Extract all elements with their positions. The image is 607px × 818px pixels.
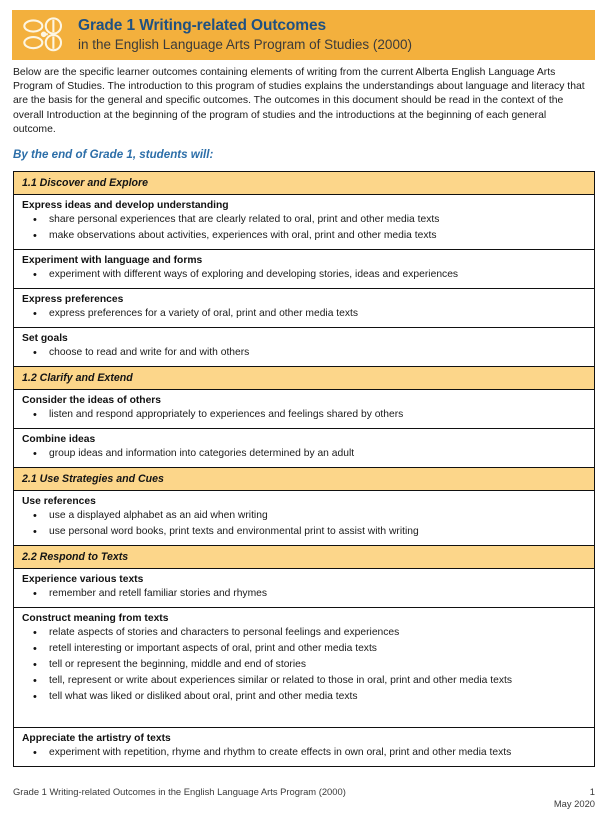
outcome-bullet-list bbox=[22, 212, 588, 244]
outcome-block bbox=[14, 289, 594, 328]
outcome-block-title: Appreciate the artistry of texts bbox=[22, 733, 171, 744]
intro-paragraph: Below are the specific learner outcomes containing elements of writing from the current Alberta English Language Arts Program of Studies. The introduction to this program of studies explains the understandings about language and literacy that are the basis for the general and specific outcomes. The outcomes in this document should be read in the context of the overall Introduction at the beginning of the program of studies and the introductions at the beginning of each general outcome. bbox=[13, 67, 585, 135]
outcome-bullet-item: • make observations about activities, experiences with oral, print and other media texts bbox=[22, 228, 588, 244]
outcome-block-title: Express ideas and develop understanding bbox=[22, 200, 229, 211]
outcome-bullet-list bbox=[22, 508, 588, 540]
section-header: 1.2 Clarify and Extend bbox=[14, 367, 594, 390]
outcome-bullet-list bbox=[22, 745, 588, 761]
outcome-block bbox=[14, 491, 594, 546]
footer-page-number: 1 bbox=[589, 786, 595, 797]
outcome-bullet-item: • share personal experiences that are clearly related to oral, print and other media texts bbox=[22, 212, 588, 228]
footer-date: May 2020 bbox=[553, 798, 595, 809]
outcome-block bbox=[14, 250, 594, 289]
page-footer bbox=[13, 786, 595, 809]
outcome-block bbox=[14, 728, 594, 766]
outcome-bullet-item: • group ideas and information into categories determined by an adult bbox=[22, 446, 588, 462]
outcome-block-title: Use references bbox=[22, 496, 96, 507]
page-subtitle: in the English Language Arts Program of Studies (2000) bbox=[78, 36, 412, 52]
outcome-bullet-list bbox=[22, 267, 588, 283]
section-header: 2.2 Respond to Texts bbox=[14, 546, 594, 569]
outcome-bullet-item: • express preferences for a variety of oral, print and other media texts bbox=[22, 306, 588, 322]
outcome-block bbox=[14, 390, 594, 429]
outcome-bullet-item: • listen and respond appropriately to experiences and feelings shared by others bbox=[22, 407, 588, 423]
outcome-block bbox=[14, 429, 594, 468]
alberta-education-logo-icon bbox=[22, 17, 64, 53]
outcome-block-title: Express preferences bbox=[22, 294, 124, 305]
outcome-block-title: Set goals bbox=[22, 333, 68, 344]
outcome-block-title: Consider the ideas of others bbox=[22, 395, 162, 406]
outcome-bullet-item: • choose to read and write for and with others bbox=[22, 345, 588, 361]
outcome-block-title: Combine ideas bbox=[22, 434, 96, 445]
outcome-bullet-item: • remember and retell familiar stories and rhymes bbox=[22, 586, 588, 602]
outcome-bullet-item: • tell what was liked or disliked about oral, print and other media texts bbox=[22, 689, 588, 705]
page-header-banner bbox=[12, 10, 595, 60]
header-text-group bbox=[78, 18, 412, 51]
leadin-heading: By the end of Grade 1, students will: bbox=[13, 148, 214, 161]
outcome-bullet-item: • use a displayed alphabet as an aid when writing bbox=[22, 508, 588, 524]
footer-top-row bbox=[13, 786, 595, 797]
outcome-bullet-item: • experiment with different ways of exploring and developing stories, ideas and experiences bbox=[22, 267, 588, 283]
outcome-bullet-item: • tell or represent the beginning, middle and end of stories bbox=[22, 657, 588, 673]
outcome-block-title: Experiment with language and forms bbox=[22, 255, 203, 266]
outcome-bullet-item: • use personal word books, print texts and environmental print to assist with writing bbox=[22, 524, 588, 540]
outcome-block-title: Experience various texts bbox=[22, 574, 144, 585]
outcome-block bbox=[14, 569, 594, 608]
footer-document-title: Grade 1 Writing-related Outcomes in the English Language Arts Program (2000) bbox=[13, 786, 346, 797]
outcome-bullet-item: • tell, represent or write about experiences similar or related to those in oral, print and other media texts bbox=[22, 673, 588, 689]
outcome-block bbox=[14, 328, 594, 367]
outcome-bullet-list bbox=[22, 407, 588, 423]
section-header: 1.1 Discover and Explore bbox=[14, 172, 594, 195]
outcome-bullet-item: • retell interesting or important aspects of oral, print and other media texts bbox=[22, 641, 588, 657]
outcome-bullet-item: • relate aspects of stories and characters to personal feelings and experiences bbox=[22, 625, 588, 641]
outcome-block bbox=[14, 195, 594, 250]
outcome-bullet-list bbox=[22, 586, 588, 602]
outcome-bullet-list bbox=[22, 345, 588, 361]
outcome-bullet-list bbox=[22, 446, 588, 462]
outcome-block bbox=[14, 608, 594, 728]
outcomes-table bbox=[13, 171, 595, 767]
outcome-bullet-list bbox=[22, 306, 588, 322]
page-title: Grade 1 Writing-related Outcomes bbox=[78, 17, 327, 35]
section-header: 2.1 Use Strategies and Cues bbox=[14, 468, 594, 491]
outcome-bullet-item: • experiment with repetition, rhyme and rhythm to create effects in own oral, print and other media texts bbox=[22, 745, 588, 761]
outcome-bullet-list bbox=[22, 625, 588, 705]
outcome-block-title: Construct meaning from texts bbox=[22, 613, 169, 624]
